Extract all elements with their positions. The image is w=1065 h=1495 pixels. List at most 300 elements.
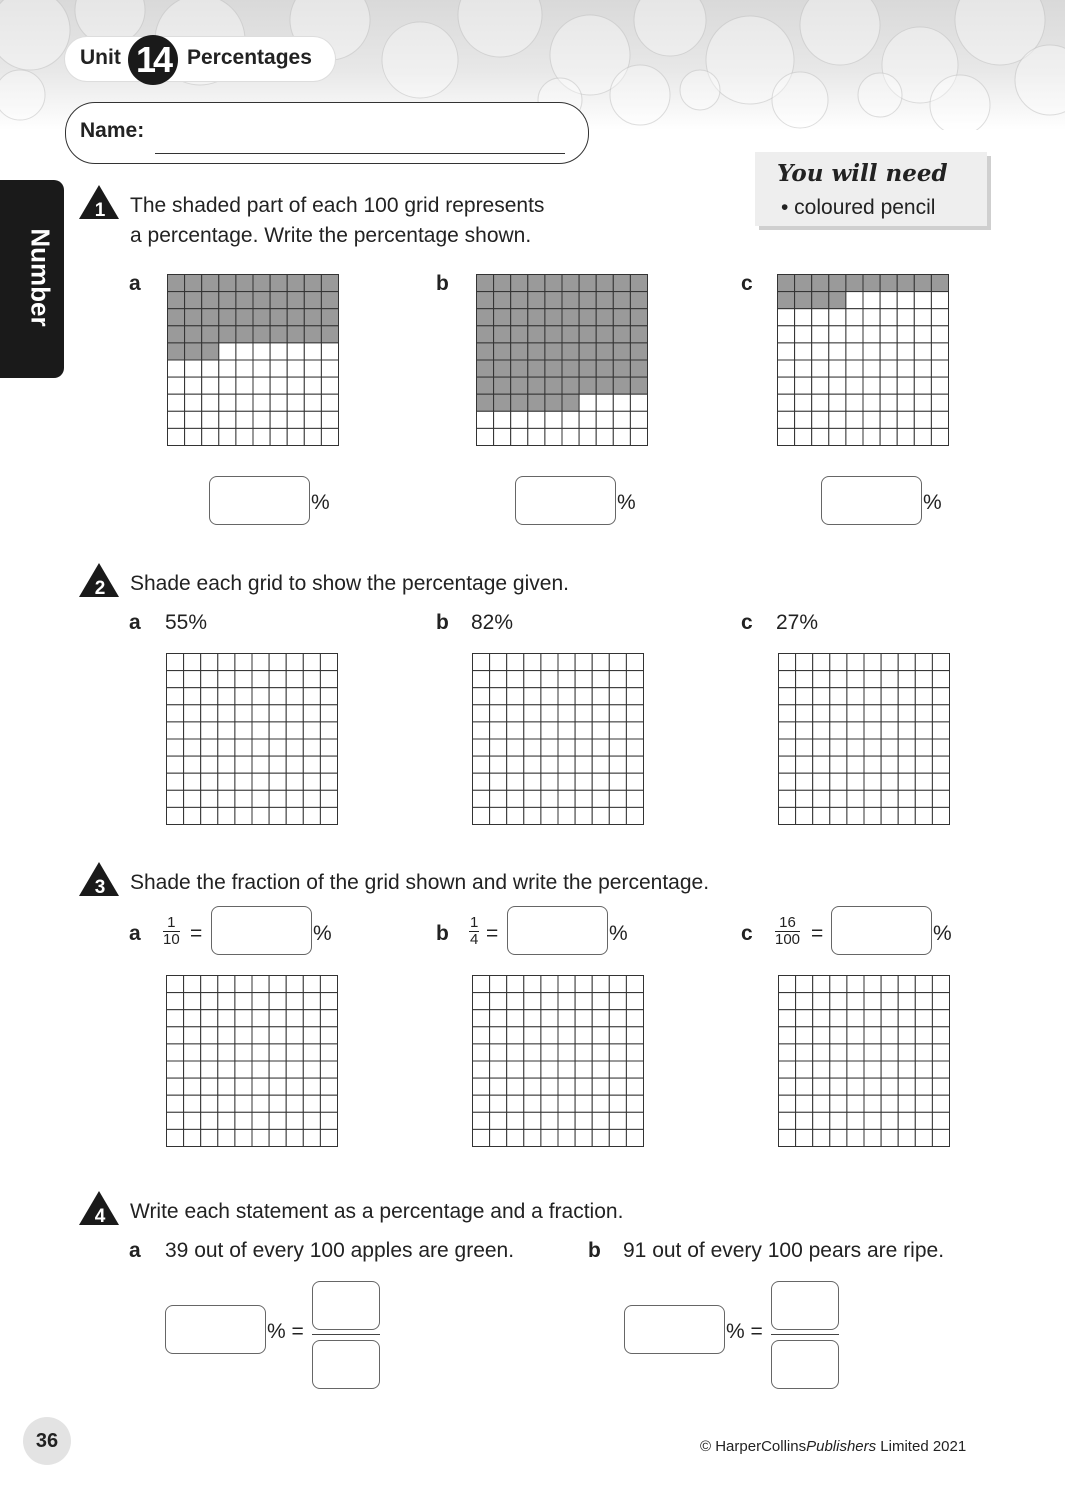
grid-cell[interactable]: [524, 1010, 541, 1027]
grid-cell[interactable]: [609, 688, 626, 705]
grid-cell[interactable]: [167, 654, 184, 671]
grid-cell[interactable]: [575, 688, 592, 705]
grid-cell[interactable]: [898, 756, 915, 773]
grid-cell[interactable]: [218, 1027, 235, 1044]
grid-cell[interactable]: [796, 705, 813, 722]
grid-cell[interactable]: [626, 807, 643, 824]
grid-cell[interactable]: [932, 671, 949, 688]
grid-cell[interactable]: [626, 671, 643, 688]
grid-cell[interactable]: [898, 1027, 915, 1044]
grid-cell[interactable]: [915, 739, 932, 756]
grid-cell[interactable]: [184, 1044, 201, 1061]
grid-cell[interactable]: [796, 756, 813, 773]
grid-cell[interactable]: [558, 688, 575, 705]
grid-cell[interactable]: [626, 1010, 643, 1027]
grid-cell[interactable]: [592, 790, 609, 807]
grid-cell[interactable]: [813, 671, 830, 688]
grid-cell[interactable]: [269, 722, 286, 739]
grid-cell[interactable]: [558, 807, 575, 824]
grid-cell[interactable]: [847, 993, 864, 1010]
grid-cell[interactable]: [898, 1112, 915, 1129]
grid-cell[interactable]: [864, 1078, 881, 1095]
grid-cell[interactable]: [235, 773, 252, 790]
grid-cell[interactable]: [286, 688, 303, 705]
grid-cell[interactable]: [201, 1078, 218, 1095]
grid-cell[interactable]: [932, 1044, 949, 1061]
grid-cell[interactable]: [541, 790, 558, 807]
grid-cell[interactable]: [813, 739, 830, 756]
grid-cell[interactable]: [201, 993, 218, 1010]
grid-cell[interactable]: [286, 1095, 303, 1112]
grid-cell[interactable]: [184, 1061, 201, 1078]
grid-cell[interactable]: [269, 993, 286, 1010]
q4-denominator-answer-b[interactable]: [771, 1340, 839, 1389]
q3-answer-a[interactable]: [211, 906, 312, 955]
grid-cell[interactable]: [830, 1061, 847, 1078]
grid-cell[interactable]: [269, 1027, 286, 1044]
grid-cell[interactable]: [507, 976, 524, 993]
grid-cell[interactable]: [898, 654, 915, 671]
grid-cell[interactable]: [626, 705, 643, 722]
grid-cell[interactable]: [830, 1129, 847, 1146]
grid-cell[interactable]: [167, 807, 184, 824]
grid-cell[interactable]: [320, 807, 337, 824]
grid-cell[interactable]: [201, 722, 218, 739]
grid-cell[interactable]: [235, 671, 252, 688]
grid-cell[interactable]: [524, 773, 541, 790]
grid-cell[interactable]: [626, 773, 643, 790]
grid-cell[interactable]: [473, 993, 490, 1010]
grid-cell[interactable]: [626, 1078, 643, 1095]
grid-cell[interactable]: [592, 1010, 609, 1027]
grid-cell[interactable]: [847, 756, 864, 773]
grid-cell[interactable]: [184, 756, 201, 773]
grid-cell[interactable]: [881, 1061, 898, 1078]
grid-cell[interactable]: [473, 790, 490, 807]
grid-cell[interactable]: [609, 705, 626, 722]
grid-cell[interactable]: [201, 688, 218, 705]
grid-cell[interactable]: [235, 790, 252, 807]
grid-cell[interactable]: [201, 705, 218, 722]
grid-cell[interactable]: [252, 1061, 269, 1078]
grid-cell[interactable]: [847, 1061, 864, 1078]
grid-cell[interactable]: [813, 1010, 830, 1027]
grid-cell[interactable]: [490, 1061, 507, 1078]
grid-cell[interactable]: [286, 976, 303, 993]
grid-cell[interactable]: [575, 773, 592, 790]
grid-cell[interactable]: [541, 807, 558, 824]
grid-cell[interactable]: [864, 1027, 881, 1044]
grid-cell[interactable]: [201, 790, 218, 807]
grid-cell[interactable]: [286, 1027, 303, 1044]
grid-cell[interactable]: [524, 1095, 541, 1112]
grid-cell[interactable]: [813, 705, 830, 722]
grid-cell[interactable]: [779, 1078, 796, 1095]
grid-cell[interactable]: [218, 654, 235, 671]
grid-cell[interactable]: [626, 1044, 643, 1061]
grid-cell[interactable]: [558, 739, 575, 756]
grid-cell[interactable]: [507, 1078, 524, 1095]
grid-cell[interactable]: [473, 1061, 490, 1078]
grid-cell[interactable]: [864, 654, 881, 671]
grid-cell[interactable]: [218, 773, 235, 790]
grid-cell[interactable]: [320, 1129, 337, 1146]
grid-cell[interactable]: [609, 790, 626, 807]
grid-cell[interactable]: [303, 790, 320, 807]
grid-cell[interactable]: [184, 671, 201, 688]
grid-cell[interactable]: [303, 1129, 320, 1146]
grid-cell[interactable]: [915, 756, 932, 773]
grid-cell[interactable]: [864, 722, 881, 739]
grid-cell[interactable]: [796, 1078, 813, 1095]
grid-cell[interactable]: [796, 1010, 813, 1027]
grid-cell[interactable]: [507, 688, 524, 705]
grid-cell[interactable]: [320, 705, 337, 722]
grid-cell[interactable]: [592, 993, 609, 1010]
grid-cell[interactable]: [269, 976, 286, 993]
grid-cell[interactable]: [252, 976, 269, 993]
grid-cell[interactable]: [915, 722, 932, 739]
grid-cell[interactable]: [592, 671, 609, 688]
grid-cell[interactable]: [915, 773, 932, 790]
grid-cell[interactable]: [320, 756, 337, 773]
grid-cell[interactable]: [932, 1010, 949, 1027]
grid-cell[interactable]: [218, 705, 235, 722]
grid-cell[interactable]: [541, 976, 558, 993]
grid-cell[interactable]: [286, 790, 303, 807]
grid-cell[interactable]: [575, 654, 592, 671]
grid-cell[interactable]: [575, 1061, 592, 1078]
grid-cell[interactable]: [609, 654, 626, 671]
grid-cell[interactable]: [286, 722, 303, 739]
grid-cell[interactable]: [473, 1112, 490, 1129]
grid-cell[interactable]: [269, 756, 286, 773]
grid-cell[interactable]: [864, 1010, 881, 1027]
grid-cell[interactable]: [184, 1027, 201, 1044]
grid-cell[interactable]: [609, 1010, 626, 1027]
grid-cell[interactable]: [609, 1095, 626, 1112]
grid-cell[interactable]: [847, 1044, 864, 1061]
grid-cell[interactable]: [490, 705, 507, 722]
grid-cell[interactable]: [473, 807, 490, 824]
grid-cell[interactable]: [303, 1044, 320, 1061]
grid-cell[interactable]: [286, 1010, 303, 1027]
grid-cell[interactable]: [235, 1061, 252, 1078]
grid-cell[interactable]: [915, 1095, 932, 1112]
grid-cell[interactable]: [201, 773, 218, 790]
grid-cell[interactable]: [626, 688, 643, 705]
grid-cell[interactable]: [524, 790, 541, 807]
q4-percent-answer-a[interactable]: [165, 1305, 266, 1354]
grid-cell[interactable]: [184, 1095, 201, 1112]
grid-cell[interactable]: [779, 722, 796, 739]
grid-cell[interactable]: [490, 722, 507, 739]
grid-cell[interactable]: [201, 1112, 218, 1129]
grid-cell[interactable]: [796, 739, 813, 756]
grid-cell[interactable]: [813, 1044, 830, 1061]
grid-cell[interactable]: [847, 1129, 864, 1146]
grid-cell[interactable]: [558, 1044, 575, 1061]
grid-cell[interactable]: [779, 688, 796, 705]
grid-cell[interactable]: [626, 993, 643, 1010]
grid-cell[interactable]: [796, 1061, 813, 1078]
grid-cell[interactable]: [184, 654, 201, 671]
grid-cell[interactable]: [932, 705, 949, 722]
grid-cell[interactable]: [830, 654, 847, 671]
grid-cell[interactable]: [932, 1112, 949, 1129]
grid-cell[interactable]: [201, 1044, 218, 1061]
grid-cell[interactable]: [898, 705, 915, 722]
grid-cell[interactable]: [473, 688, 490, 705]
grid-cell[interactable]: [915, 1078, 932, 1095]
grid-cell[interactable]: [303, 1095, 320, 1112]
grid-cell[interactable]: [864, 976, 881, 993]
grid-cell[interactable]: [881, 807, 898, 824]
grid-cell[interactable]: [898, 1061, 915, 1078]
grid-cell[interactable]: [847, 1010, 864, 1027]
grid-cell[interactable]: [524, 756, 541, 773]
grid-cell[interactable]: [507, 807, 524, 824]
grid-cell[interactable]: [252, 1129, 269, 1146]
grid-cell[interactable]: [218, 976, 235, 993]
grid-cell[interactable]: [881, 1010, 898, 1027]
grid-cell[interactable]: [626, 739, 643, 756]
grid-cell[interactable]: [541, 739, 558, 756]
grid-cell[interactable]: [796, 1027, 813, 1044]
grid-cell[interactable]: [490, 976, 507, 993]
grid-cell[interactable]: [269, 739, 286, 756]
grid-cell[interactable]: [626, 790, 643, 807]
grid-cell[interactable]: [303, 1078, 320, 1095]
grid-cell[interactable]: [932, 1027, 949, 1044]
grid-cell[interactable]: [167, 1078, 184, 1095]
grid-cell[interactable]: [864, 790, 881, 807]
grid-cell[interactable]: [524, 976, 541, 993]
grid-cell[interactable]: [575, 1095, 592, 1112]
grid-cell[interactable]: [184, 705, 201, 722]
grid-cell[interactable]: [881, 1112, 898, 1129]
grid-cell[interactable]: [201, 739, 218, 756]
grid-cell[interactable]: [201, 1027, 218, 1044]
grid-cell[interactable]: [609, 1078, 626, 1095]
grid-cell[interactable]: [167, 722, 184, 739]
grid-cell[interactable]: [592, 1061, 609, 1078]
grid-cell[interactable]: [864, 773, 881, 790]
grid-cell[interactable]: [303, 807, 320, 824]
grid-cell[interactable]: [286, 807, 303, 824]
grid-cell[interactable]: [898, 688, 915, 705]
grid-cell[interactable]: [898, 976, 915, 993]
grid-cell[interactable]: [864, 1129, 881, 1146]
grid-cell[interactable]: [184, 773, 201, 790]
grid-cell[interactable]: [201, 1129, 218, 1146]
grid-cell[interactable]: [796, 1112, 813, 1129]
grid-cell[interactable]: [473, 1129, 490, 1146]
grid-cell[interactable]: [490, 1129, 507, 1146]
grid-cell[interactable]: [167, 1095, 184, 1112]
grid-cell[interactable]: [847, 807, 864, 824]
grid-cell[interactable]: [898, 722, 915, 739]
grid-cell[interactable]: [507, 1061, 524, 1078]
grid-cell[interactable]: [609, 807, 626, 824]
grid-cell[interactable]: [830, 807, 847, 824]
q2-grid-a[interactable]: [166, 653, 339, 826]
grid-cell[interactable]: [286, 756, 303, 773]
grid-cell[interactable]: [184, 739, 201, 756]
grid-cell[interactable]: [167, 1061, 184, 1078]
grid-cell[interactable]: [507, 1112, 524, 1129]
grid-cell[interactable]: [541, 1044, 558, 1061]
q3-grid-a[interactable]: [166, 975, 339, 1148]
grid-cell[interactable]: [473, 671, 490, 688]
grid-cell[interactable]: [303, 688, 320, 705]
grid-cell[interactable]: [303, 993, 320, 1010]
grid-cell[interactable]: [320, 1044, 337, 1061]
grid-cell[interactable]: [541, 993, 558, 1010]
grid-cell[interactable]: [320, 671, 337, 688]
grid-cell[interactable]: [898, 1044, 915, 1061]
grid-cell[interactable]: [235, 807, 252, 824]
grid-cell[interactable]: [167, 688, 184, 705]
grid-cell[interactable]: [932, 1078, 949, 1095]
grid-cell[interactable]: [184, 790, 201, 807]
grid-cell[interactable]: [303, 1010, 320, 1027]
grid-cell[interactable]: [269, 654, 286, 671]
q4-denominator-answer-a[interactable]: [312, 1340, 380, 1389]
q2-grid-b[interactable]: [472, 653, 645, 826]
grid-cell[interactable]: [490, 1027, 507, 1044]
grid-cell[interactable]: [218, 1129, 235, 1146]
grid-cell[interactable]: [575, 807, 592, 824]
grid-cell[interactable]: [915, 1129, 932, 1146]
grid-cell[interactable]: [779, 671, 796, 688]
grid-cell[interactable]: [473, 1078, 490, 1095]
grid-cell[interactable]: [881, 773, 898, 790]
grid-cell[interactable]: [609, 993, 626, 1010]
grid-cell[interactable]: [898, 1129, 915, 1146]
grid-cell[interactable]: [490, 1044, 507, 1061]
grid-cell[interactable]: [796, 1129, 813, 1146]
grid-cell[interactable]: [813, 722, 830, 739]
grid-cell[interactable]: [184, 722, 201, 739]
grid-cell[interactable]: [218, 688, 235, 705]
grid-cell[interactable]: [575, 722, 592, 739]
grid-cell[interactable]: [779, 705, 796, 722]
grid-cell[interactable]: [235, 1044, 252, 1061]
grid-cell[interactable]: [252, 722, 269, 739]
grid-cell[interactable]: [796, 790, 813, 807]
grid-cell[interactable]: [507, 773, 524, 790]
grid-cell[interactable]: [915, 705, 932, 722]
grid-cell[interactable]: [830, 976, 847, 993]
grid-cell[interactable]: [779, 739, 796, 756]
grid-cell[interactable]: [490, 688, 507, 705]
grid-cell[interactable]: [490, 654, 507, 671]
grid-cell[interactable]: [286, 1129, 303, 1146]
q2-grid-c[interactable]: [778, 653, 951, 826]
grid-cell[interactable]: [252, 705, 269, 722]
grid-cell[interactable]: [524, 1112, 541, 1129]
grid-cell[interactable]: [286, 1112, 303, 1129]
grid-cell[interactable]: [167, 1010, 184, 1027]
grid-cell[interactable]: [218, 1112, 235, 1129]
grid-cell[interactable]: [881, 1044, 898, 1061]
grid-cell[interactable]: [881, 1078, 898, 1095]
q1-answer-b[interactable]: [515, 476, 616, 525]
grid-cell[interactable]: [932, 993, 949, 1010]
grid-cell[interactable]: [932, 722, 949, 739]
grid-cell[interactable]: [541, 671, 558, 688]
grid-cell[interactable]: [269, 790, 286, 807]
grid-cell[interactable]: [507, 705, 524, 722]
grid-cell[interactable]: [235, 722, 252, 739]
grid-cell[interactable]: [830, 739, 847, 756]
grid-cell[interactable]: [541, 1078, 558, 1095]
grid-cell[interactable]: [303, 976, 320, 993]
q4-numerator-answer-b[interactable]: [771, 1281, 839, 1330]
grid-cell[interactable]: [575, 993, 592, 1010]
grid-cell[interactable]: [592, 688, 609, 705]
grid-cell[interactable]: [252, 993, 269, 1010]
grid-cell[interactable]: [779, 1027, 796, 1044]
grid-cell[interactable]: [592, 807, 609, 824]
grid-cell[interactable]: [626, 756, 643, 773]
grid-cell[interactable]: [592, 705, 609, 722]
grid-cell[interactable]: [813, 1078, 830, 1095]
grid-cell[interactable]: [847, 1027, 864, 1044]
grid-cell[interactable]: [184, 807, 201, 824]
grid-cell[interactable]: [575, 790, 592, 807]
grid-cell[interactable]: [609, 976, 626, 993]
grid-cell[interactable]: [524, 688, 541, 705]
grid-cell[interactable]: [830, 790, 847, 807]
grid-cell[interactable]: [218, 739, 235, 756]
grid-cell[interactable]: [541, 705, 558, 722]
grid-cell[interactable]: [286, 993, 303, 1010]
grid-cell[interactable]: [235, 1010, 252, 1027]
grid-cell[interactable]: [626, 722, 643, 739]
grid-cell[interactable]: [575, 1044, 592, 1061]
grid-cell[interactable]: [184, 1010, 201, 1027]
grid-cell[interactable]: [864, 1044, 881, 1061]
grid-cell[interactable]: [932, 1095, 949, 1112]
grid-cell[interactable]: [847, 722, 864, 739]
grid-cell[interactable]: [932, 790, 949, 807]
grid-cell[interactable]: [813, 773, 830, 790]
grid-cell[interactable]: [609, 1044, 626, 1061]
grid-cell[interactable]: [796, 1095, 813, 1112]
grid-cell[interactable]: [847, 1078, 864, 1095]
grid-cell[interactable]: [184, 1129, 201, 1146]
grid-cell[interactable]: [864, 688, 881, 705]
grid-cell[interactable]: [184, 1112, 201, 1129]
grid-cell[interactable]: [320, 688, 337, 705]
q3-answer-b[interactable]: [507, 906, 608, 955]
grid-cell[interactable]: [575, 705, 592, 722]
grid-cell[interactable]: [218, 722, 235, 739]
grid-cell[interactable]: [813, 1095, 830, 1112]
grid-cell[interactable]: [252, 739, 269, 756]
name-field[interactable]: [155, 153, 565, 154]
grid-cell[interactable]: [507, 739, 524, 756]
grid-cell[interactable]: [796, 688, 813, 705]
grid-cell[interactable]: [932, 739, 949, 756]
grid-cell[interactable]: [303, 654, 320, 671]
grid-cell[interactable]: [507, 756, 524, 773]
grid-cell[interactable]: [167, 705, 184, 722]
grid-cell[interactable]: [286, 773, 303, 790]
grid-cell[interactable]: [881, 654, 898, 671]
